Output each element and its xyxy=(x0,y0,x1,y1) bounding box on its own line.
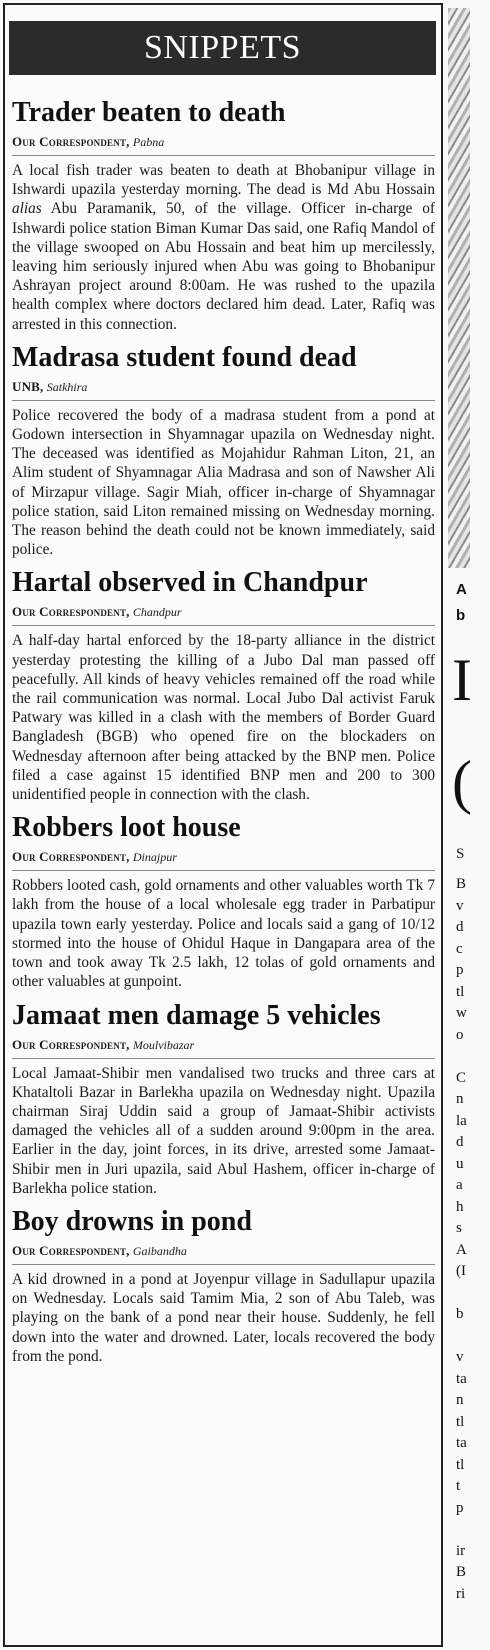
byline-source: Our Correspondent, xyxy=(12,134,130,149)
adjacent-text-fragment: A xyxy=(456,1241,467,1258)
story-headline: Trader beaten to death xyxy=(12,97,286,128)
adjacent-text-fragment: s xyxy=(456,1220,462,1236)
adjacent-text-fragment: ta xyxy=(456,1370,467,1387)
byline-location: Satkhira xyxy=(46,379,88,394)
body-text: Robbers looted cash, gold ornaments and other valuables worth Tk 7 lakh from the house of a local wholesale egg trader in Parbatipur upazila town early yesterday. Police and locals said a gang of 10/12 stormed into the house of Ohidul Haque in Dangapara area of the town and took away Tk 2.5 lakh, 12 tolas of gold ornaments and other valuables at gunpoint. xyxy=(12,877,435,991)
section-title-banner xyxy=(9,21,436,75)
byline-location: Dinajpur xyxy=(132,850,177,865)
story-byline xyxy=(12,134,435,156)
story-body xyxy=(12,1064,435,1198)
story-headline: Jamaat men damage 5 vehicles xyxy=(12,999,381,1031)
story xyxy=(12,568,435,804)
byline-source: Our Correspondent, xyxy=(12,1036,130,1052)
adjacent-headline-fragment: I xyxy=(452,647,472,713)
adjacent-text-fragment: B xyxy=(456,1564,467,1580)
story xyxy=(12,98,435,334)
byline-location: Chandpur xyxy=(132,605,182,620)
story-headline: Robbers loot house xyxy=(12,812,241,844)
story-headline: Madrasa student found dead xyxy=(12,341,357,373)
body-italic-text: alias xyxy=(12,200,42,218)
adjacent-text-fragment: h xyxy=(456,1198,464,1215)
adjacent-text-fragment: ta xyxy=(456,1435,467,1451)
adjacent-byline-fragment: S xyxy=(456,846,465,862)
adjacent-text-fragment: B xyxy=(456,876,467,892)
adjacent-text-fragment: c xyxy=(456,940,463,957)
adjacent-text-fragment: tl xyxy=(456,983,465,1000)
adjacent-text-fragment: a xyxy=(456,1177,463,1193)
adjacent-text-fragment: d xyxy=(456,1134,464,1150)
story-byline xyxy=(12,849,435,871)
adjacent-text-fragment: d xyxy=(456,919,464,935)
byline-location: Pabna xyxy=(132,135,165,149)
byline-location: Moulvibazar xyxy=(132,1037,195,1052)
adjacent-text-fragment: C xyxy=(456,1069,467,1086)
body-text: A kid drowned in a pond at Joyenpur village in Sadullapur upazila on Wednesday. Locals said Tamim Mia, 2 son of Abu Taleb, was playing on the bank of a pond near their house. Suddenly, he fell down into the water and drowned. Later, locals recovered the body from the pond. xyxy=(12,1270,435,1365)
story-body xyxy=(12,876,435,991)
byline-source: Our Correspondent, xyxy=(12,849,130,865)
story-byline xyxy=(12,604,435,626)
adjacent-text-fragment: v xyxy=(456,1349,464,1365)
adjacent-text-fragment: (I xyxy=(456,1263,466,1279)
story xyxy=(12,1207,435,1366)
adjacent-text-fragment: ir xyxy=(456,1542,466,1559)
body-text: Local Jamaat-Shibir men vandalised two trucks and three cars at Khataltoli Bazar in Barlekha upazila on Wednesday night. Upazila chairman Siraj Uddin said a group of Jamaat-Shibir activists damaged the vehicles all of a sudden around 9:00pm in the area. Earlier in the day, joint forces, in its drive, arrested some Jamaat-Shibir men in Juri upazila, said Abul Hashem, officer in-charge of Barlekha police station. xyxy=(12,1064,435,1197)
adjacent-text-fragment: tl xyxy=(456,1413,465,1430)
body-text: A local fish trader was beaten to death at Bhobanipur village in Ishwardi upazila yesterday morning. The dead is Md Abu Hossain xyxy=(12,162,435,199)
story-headline: Hartal observed in Chandpur xyxy=(12,567,368,599)
adjacent-photo xyxy=(448,8,470,568)
story-body xyxy=(12,406,435,560)
adjacent-text-fragment: b xyxy=(456,1306,464,1322)
story xyxy=(12,1001,435,1198)
adjacent-caption-fragment: b xyxy=(456,607,466,624)
body-text: Police recovered the body of a madrasa student from a pond at Godown intersection in Shyamnagar upazila on Wednesday night. The deceased was identified as Mojahidur Rahman Liton, 21, an Alim student of Shyamnagar Alia Madrasa and son of Nawsher Ali of Mirzapur village. Sagir Miah, officer in-charge of Shyamnagar police station, said Liton remained missing on Wednesday morning. The reason behind the death could not be known immediately, said police. xyxy=(12,406,435,559)
adjacent-text-fragment: u xyxy=(456,1155,464,1172)
story-byline xyxy=(12,379,435,401)
byline-source: Our Correspondent, xyxy=(12,1242,130,1258)
adjacent-text-fragment: p xyxy=(456,1499,464,1516)
adjacent-text-fragment: t xyxy=(456,1478,461,1494)
adjacent-text-fragment: o xyxy=(456,1026,464,1043)
adjacent-text-fragment: ri xyxy=(456,1585,466,1602)
byline-source: Our Correspondent, xyxy=(12,604,130,620)
section-title: SNIPPETS xyxy=(143,29,302,66)
adjacent-text-fragment: v xyxy=(456,897,464,914)
snippets-column xyxy=(12,98,435,1375)
adjacent-text-fragment: p xyxy=(456,962,464,978)
byline-location: Gaibandha xyxy=(132,1243,187,1258)
story-body xyxy=(12,631,435,804)
story xyxy=(12,343,435,560)
story xyxy=(12,813,435,991)
adjacent-text-fragment: n xyxy=(456,1392,464,1408)
body-text: Abu Paramanik, 50, of the village. Officer in-charge of Ishwardi police station Biman Kumar Das said, one Rafiq Mandol of the village swooped on Abu Hossain and beat him up mercilessly, leaving him seriously injured when Abu was going to Bhobanipur Ashrayan project around 8:00am. He was rushed to the upazila health complex where doctors declared him dead. Later, Rafiq was arrested in this connection. xyxy=(12,200,435,333)
body-text: A half-day hartal enforced by the 18-party alliance in the district yesterday protesting the killing of a Jubo Dal man passed off peacefully. All kinds of heavy vehicles remained off the road while the rail communication was normal. Local Jubo Dal activist Faruk Patwary was killed in a clash with the members of Border Guard Bangladesh (BGB) who opened fire on the blockaders on Wednesday afternoon after being attacked by the BNP men. Police filed a case against 15 identified BNP men and 200 to 300 unidentified people in connection with the clash. xyxy=(12,632,435,804)
adjacent-text-fragment: w xyxy=(456,1005,467,1021)
adjacent-text-fragment: la xyxy=(456,1112,467,1129)
adjacent-text-fragment: tl xyxy=(456,1456,465,1473)
story-headline: Boy drowns in pond xyxy=(12,1205,252,1237)
story-byline xyxy=(12,1037,435,1059)
adjacent-headline-fragment: ( xyxy=(452,749,472,815)
byline-source: UNB, xyxy=(12,378,44,394)
adjacent-caption-fragment: A xyxy=(456,581,467,598)
story-body xyxy=(12,161,435,334)
story-body xyxy=(12,1270,435,1366)
story-byline xyxy=(12,1243,435,1265)
adjacent-text-fragment: n xyxy=(456,1091,464,1107)
